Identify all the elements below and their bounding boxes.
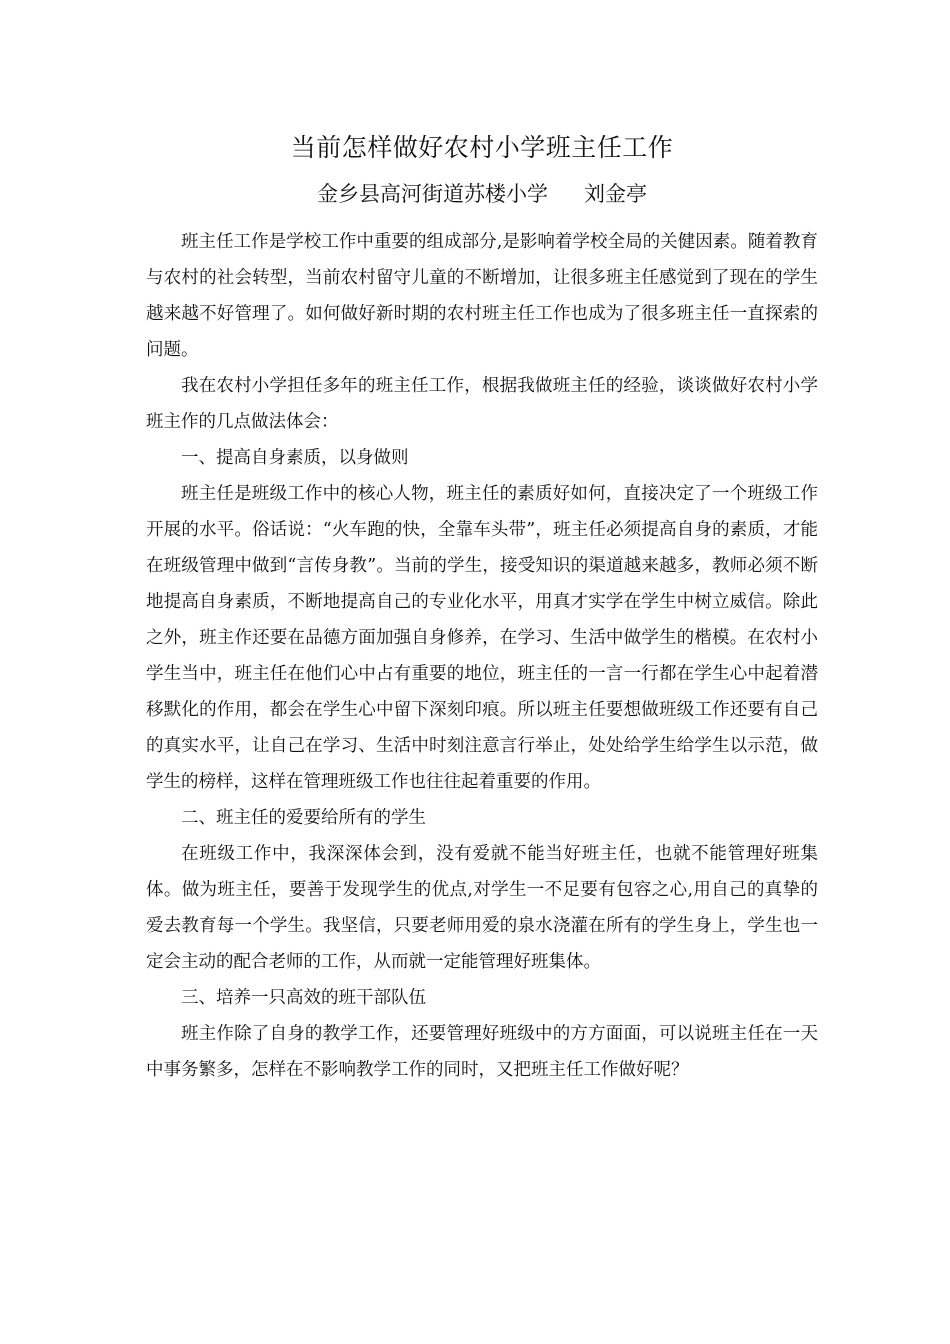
document-title: 当前怎样做好农村小学班主任工作	[290, 133, 674, 162]
paragraph-experience: 我在农村小学担任多年的班主任工作，根据我做班主任的经验，谈谈做好农村小学班主作的几点做法体会：	[146, 376, 818, 432]
paragraph-section-3: 班主作除了自身的教学工作，还要管理好班级中的方方面面，可以说班主任在一天中事务繁多，怎样在不影响教学工作的同时，又把班主任工作做好呢？	[146, 1024, 818, 1080]
author-line	[146, 176, 818, 212]
section-heading-1: 一、提高自身素质，以身做则	[181, 448, 409, 468]
section-heading-2: 二、班主任的爱要给所有的学生	[181, 808, 426, 828]
author-affiliation: 金乡县高河街道苏楼小学	[317, 182, 548, 206]
paragraph-section-2: 在班级工作中，我深深体会到，没有爱就不能当好班主任，也就不能管理好班集体。做为班主任，要善于发现学生的优点,对学生一不足要有包容之心,用自己的真挚的爱去教育每一个学生。我坚信，只要老师用爱的泉水浇灌在所有的学生身上，学生也一定会主动的配合老师的工作，从而就一定能管理好班集体。	[146, 844, 818, 972]
paragraph-intro: 班主任工作是学校工作中重要的组成部分,是影响着学校全局的关健因素。随着教育与农村的社会转型，当前农村留守儿童的不断增加，让很多班主任感觉到了现在的学生越来越不好管理了。如何做好新时期的农村班主任工作也成为了很多班主任一直探索的问题。	[146, 232, 818, 360]
paragraph-section-1: 班主任是班级工作中的核心人物，班主任的素质好如何，直接决定了一个班级工作开展的水平。俗话说：“火车跑的快，全靠车头带”，班主任必须提高自身的素质，才能在班级管理中做到“言传身教”。当前的学生，接受知识的渠道越来越多，教师必须不断地提高自身素质，不断地提高自己的专业化水平，用真才实学在学生中树立威信。除此之外，班主作还要在品德方面加强自身修养，在学习、生活中做学生的楷模。在农村小学生当中，班主任在他们心中占有重要的地位，班主任的一言一行都在学生心中起着潜移默化的作用，都会在学生心中留下深刻印痕。所以班主任要想做班级工作还要有自己的真实水平，让自己在学习、生活中时刻注意言行举止，处处给学生给学生以示范，做学生的榜样，这样在管理班级工作也往往起着重要的作用。	[146, 484, 818, 792]
document-page	[146, 128, 818, 1088]
author-name: 刘金亭	[584, 182, 647, 206]
section-heading-3: 三、培养一只高效的班干部队伍	[181, 988, 426, 1008]
